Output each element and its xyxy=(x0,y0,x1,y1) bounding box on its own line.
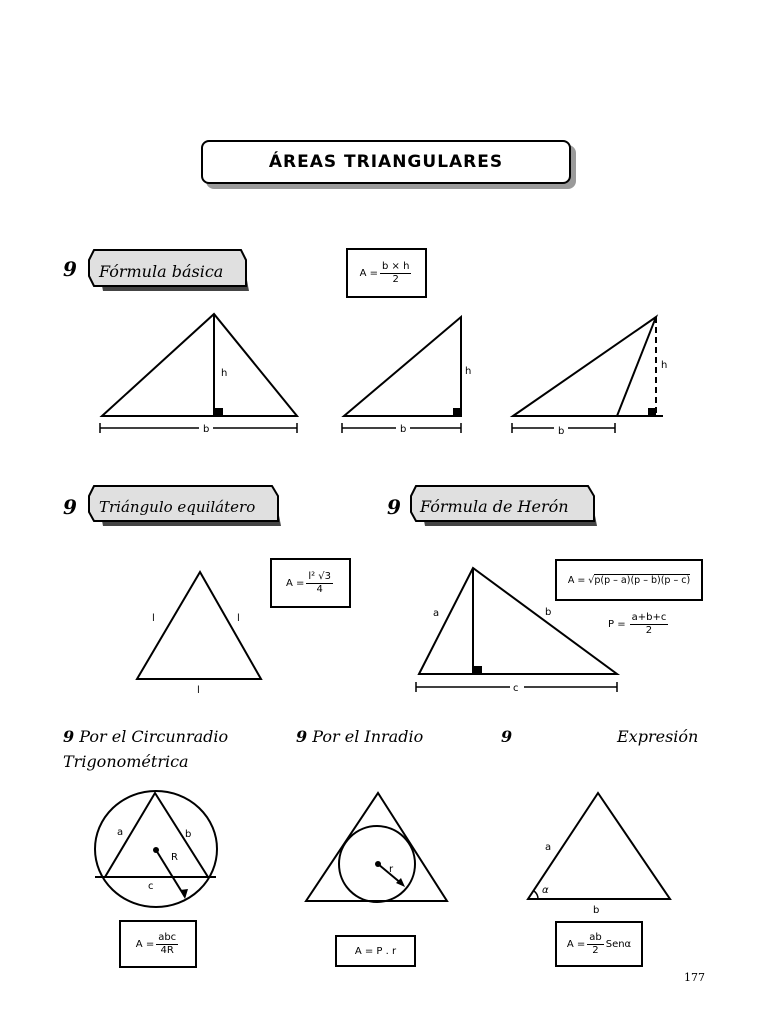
heron-triangle-diagram xyxy=(405,560,625,700)
right-angle-mark xyxy=(453,408,461,416)
equilateral-triangle-diagram xyxy=(120,560,280,700)
circumradius-diagram xyxy=(85,785,235,915)
label-h: h xyxy=(661,360,668,371)
triangle-right xyxy=(344,317,461,416)
formula-basic xyxy=(346,248,427,298)
heading-inradius-label: Por el Inradio xyxy=(312,727,424,746)
label-a: a xyxy=(117,827,124,838)
label-side: l xyxy=(197,685,200,696)
formula-equilateral xyxy=(270,558,351,608)
triangle-circumscribed xyxy=(306,793,447,901)
formula-circumradius xyxy=(119,920,197,968)
section-bullet: 9 xyxy=(501,727,513,746)
label-h: h xyxy=(221,368,228,379)
formula-trig xyxy=(555,921,643,967)
formula-prefix: A = xyxy=(359,267,378,279)
triangle-equilateral xyxy=(137,572,261,679)
page-number: 177 xyxy=(684,971,705,984)
heading-inradius xyxy=(296,727,423,746)
heading-basic: Fórmula básica xyxy=(99,262,224,281)
formula-prefix: A = xyxy=(567,574,586,586)
formula-numerator: b × h xyxy=(381,260,410,272)
section-bullet: 9 xyxy=(387,495,401,519)
label-b: b xyxy=(593,905,600,915)
label-a: a xyxy=(545,842,552,853)
page-title: ÁREAS TRIANGULARES xyxy=(201,140,571,184)
label-b: b xyxy=(558,426,565,437)
formula-denominator: 4 xyxy=(316,583,323,595)
right-angle-mark xyxy=(648,408,656,416)
formula-numerator: abc xyxy=(158,931,177,943)
inradius-diagram xyxy=(300,785,455,910)
formula-numerator: l² √3 xyxy=(308,570,332,582)
formula-numerator: ab xyxy=(589,931,602,943)
label-b: b xyxy=(400,424,407,435)
formula-prefix: A = xyxy=(285,577,305,589)
formula-prefix: A = xyxy=(566,938,586,950)
section-bullet: 9 xyxy=(63,257,77,281)
trig-diagram xyxy=(520,785,680,915)
formula-denominator: 2 xyxy=(592,944,599,956)
heading-trig-line1: Expresión xyxy=(617,727,699,746)
formula-suffix: Senα xyxy=(605,938,632,950)
formula-heron: A = √ p(p – a)(p – b)(p – c) xyxy=(555,559,703,601)
heading-trig-line2: Trigonométrica xyxy=(63,752,189,771)
label-side: l xyxy=(237,613,240,624)
formula-prefix: A = xyxy=(135,938,155,950)
heading-circumradius-label: Por el Circunradio xyxy=(79,727,229,746)
label-alpha: α xyxy=(542,885,549,896)
triangle-acute xyxy=(102,314,297,416)
triangle-scalene xyxy=(419,568,617,674)
label-side: l xyxy=(152,613,155,624)
label-c: c xyxy=(148,881,154,892)
triangle-obtuse xyxy=(513,317,656,416)
formula-denominator: 2 xyxy=(645,625,653,636)
heading-equilateral: Triángulo equilátero xyxy=(99,498,256,516)
label-b: b xyxy=(185,829,192,840)
label-R: R xyxy=(171,852,178,863)
section-bullet: 9 xyxy=(296,727,308,746)
right-angle-mark xyxy=(214,408,223,416)
formula-radicand: p(p – a)(p – b)(p – c) xyxy=(594,575,691,586)
label-a: a xyxy=(433,608,440,619)
angle-arc xyxy=(534,891,538,899)
label-b: b xyxy=(203,424,210,435)
formula-denominator: 2 xyxy=(392,273,399,285)
heading-circumradius xyxy=(63,727,228,746)
section-bullet: 9 xyxy=(63,727,75,746)
formula-inradius: A = P . r xyxy=(335,935,416,967)
label-b: b xyxy=(545,607,552,618)
formula-numerator: a+b+c xyxy=(631,612,667,623)
right-angle-mark xyxy=(473,666,482,674)
section-bullet: 9 xyxy=(63,495,77,519)
heading-heron: Fórmula de Herón xyxy=(420,497,569,516)
label-r: r xyxy=(389,864,394,875)
label-c: c xyxy=(513,683,519,694)
formula-denominator: 4R xyxy=(160,944,174,956)
basic-triangles-diagram xyxy=(0,300,768,450)
formula-prefix: P = xyxy=(608,619,626,630)
label-h: h xyxy=(465,366,472,377)
